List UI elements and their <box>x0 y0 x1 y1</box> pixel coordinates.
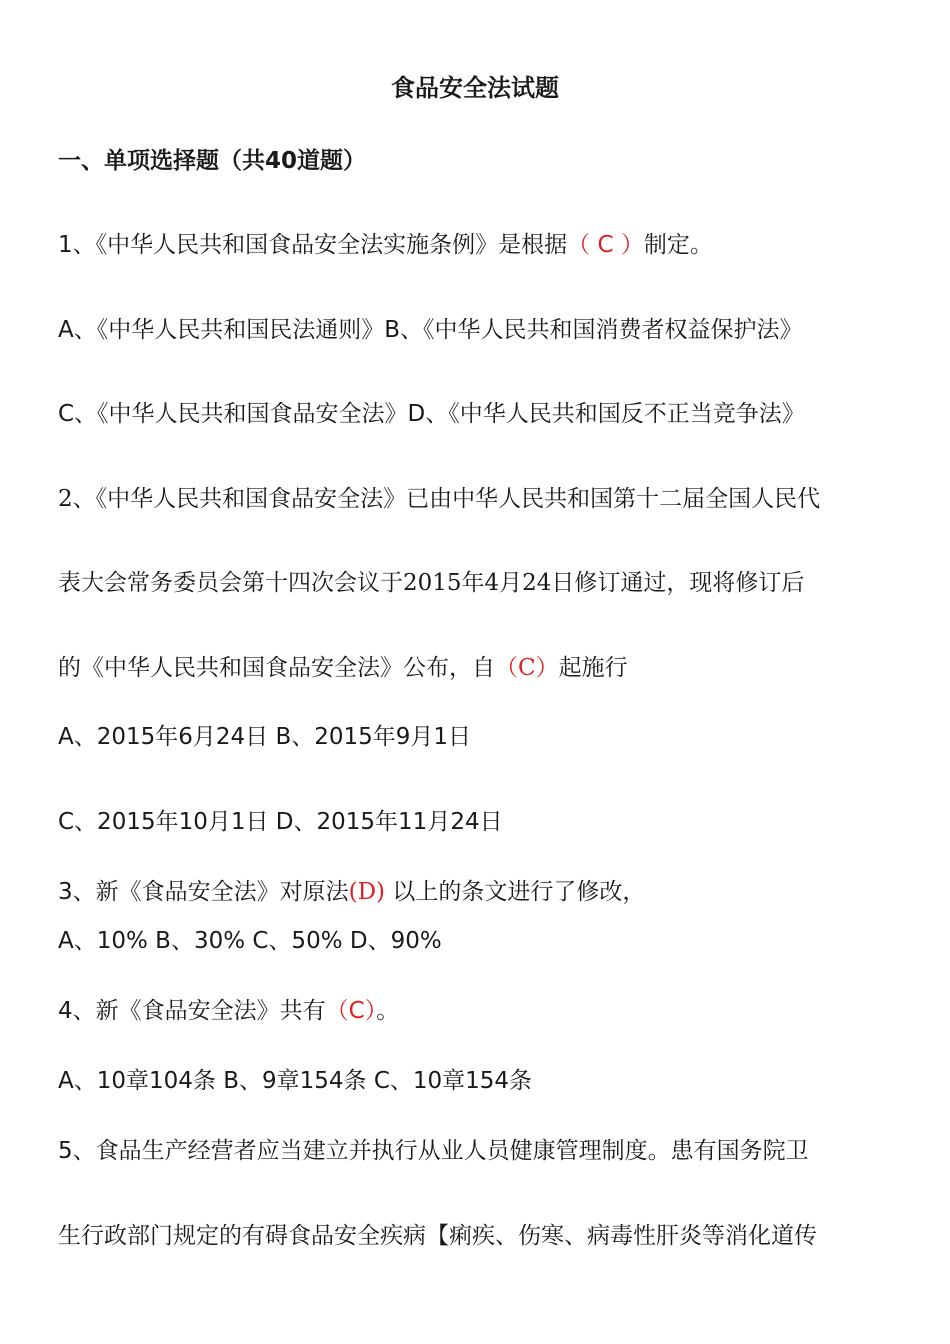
question-4-text-post: 。 <box>376 998 400 1024</box>
question-2-answer: （C） <box>495 655 559 681</box>
question-4-text-pre: 4、新《食品安全法》共有 <box>58 998 326 1024</box>
question-3-text-pre: 3、新《食品安全法》对原法 <box>58 879 349 905</box>
question-3-answer: (D) <box>348 879 386 905</box>
question-1-options-line-1: A、《中华人民共和国民法通则》B、《中华人民共和国消费者权益保护法》 <box>58 317 803 343</box>
question-2-line-2: 表大会常务委员会第十四次会议于2015年4月24日修订通过，现将修订后 <box>58 570 805 596</box>
question-3-text-post: 以上的条文进行了修改， <box>392 879 646 905</box>
document-title: 食品安全法试题 <box>391 74 559 102</box>
question-5-line-2: 生行政部门规定的有碍食品安全疾病【痢疾、伤寒、病毒性肝炎等消化道传 <box>58 1223 817 1249</box>
question-4-options: A、10章104条 B、9章154条 C、10章154条 <box>58 1068 533 1094</box>
question-2-text-post: 起施行 <box>558 655 628 681</box>
question-4-answer: （C） <box>325 998 377 1024</box>
question-3 <box>58 877 645 907</box>
question-2-line-1: 2、《中华人民共和国食品安全法》已由中华人民共和国第十二届全国人民代 <box>58 486 821 512</box>
question-5-line-1: 5、食品生产经营者应当建立并执行从业人员健康管理制度。患有国务院卫 <box>58 1138 809 1164</box>
question-2-options-line-2: C、2015年10月1日 D、2015年11月24日 <box>58 809 503 835</box>
question-2-text-pre: 的《中华人民共和国食品安全法》公布，自 <box>58 655 495 681</box>
question-4 <box>58 996 399 1026</box>
question-2-line-3 <box>58 653 628 683</box>
question-1 <box>58 230 713 260</box>
question-3-options: A、10% B、30% C、50% D、90% <box>58 928 442 954</box>
question-1-text-post: 制定。 <box>643 232 713 258</box>
question-1-answer: （ C ） <box>567 232 644 258</box>
question-2-options-line-1: A、2015年6月24日 B、2015年9月1日 <box>58 724 472 750</box>
question-1-text-pre: 1、《中华人民共和国食品安全法实施条例》是根据 <box>58 232 568 258</box>
question-1-options-line-2: C、《中华人民共和国食品安全法》D、《中华人民共和国反不正当竞争法》 <box>58 401 805 427</box>
section-heading: 一、单项选择题（共40道题） <box>58 148 367 174</box>
